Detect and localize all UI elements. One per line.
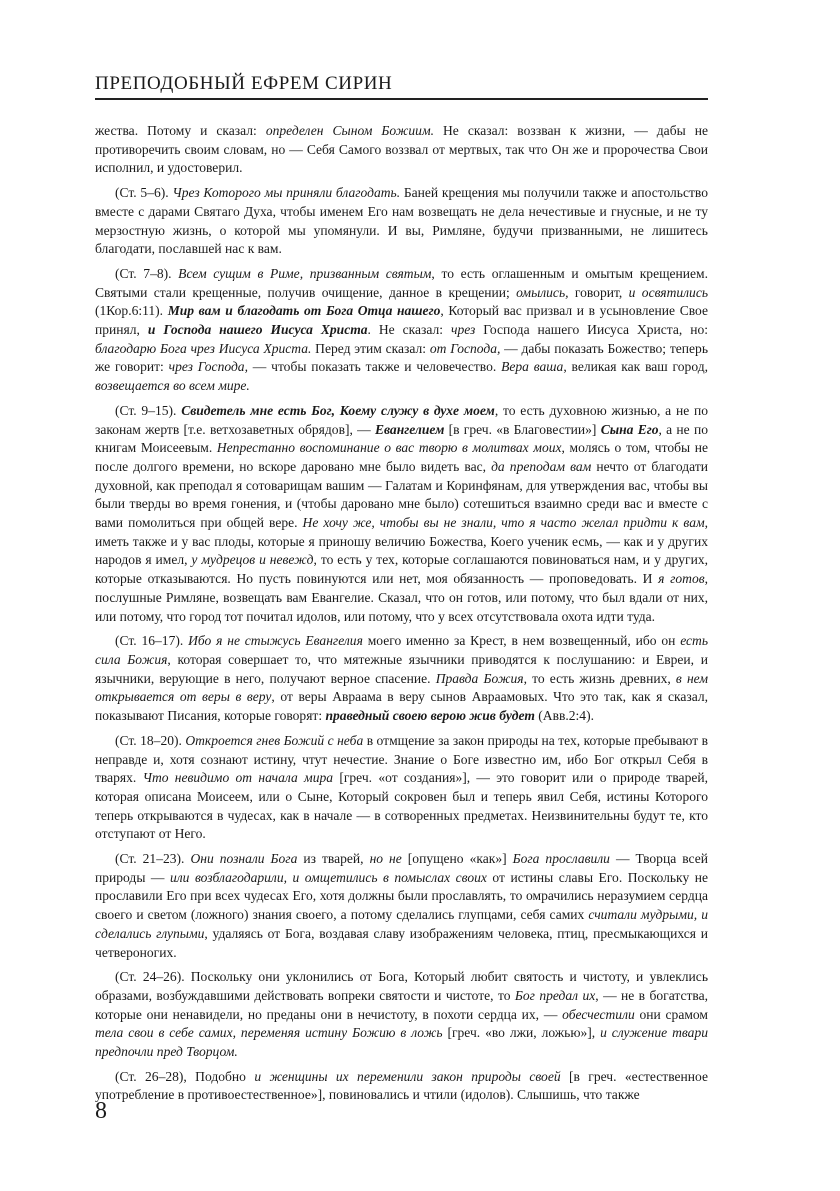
text-run: и освятились (628, 284, 708, 300)
text-run: от истины славы Его. Поскольку не прославили Его при всех чудесах Его, хотя должны были прославлять, то омрачились неразумием сердца своего и светом (ложного) знания своего, а потому сделались глупцами, себя самих (95, 869, 708, 923)
text-paragraph (95, 850, 708, 962)
text-run: обесчестили (562, 1006, 635, 1022)
main-text-column (95, 122, 708, 1111)
text-run: Бог предал их (514, 987, 596, 1003)
text-run: они срамом (634, 1006, 708, 1022)
text-run: но не (369, 851, 402, 867)
text-run: чрез Господа, (168, 359, 248, 375)
text-run: , великая как ваш город, (563, 359, 708, 375)
text-run: (Ст. 16–17). (115, 633, 189, 649)
text-run: (Авв.2:4). (534, 708, 594, 724)
text-run: [греч. «во лжи, ложью»], (442, 1025, 601, 1041)
text-run: и Господа нашего Иисуса Христа (147, 322, 368, 338)
text-run: Мир вам и благодать от Бога Отца нашего (167, 303, 441, 319)
page-header-title: ПРЕПОДОБНЫЙ ЕФРЕМ СИРИН (95, 73, 393, 94)
text-run: , — не в богатства, которые они ненавидели, но преданы они в нечистоту, в похоти сердца их, — (95, 987, 708, 1022)
text-run: [опущено «как»] (401, 851, 513, 867)
text-run: , от веры Авраама в веру сынов Авраамовых. Что это так, как я сказал, показывают Писания, которые говорят: (95, 689, 708, 724)
text-run: или возблагодарили, и омщетились в помыслах своих (170, 869, 487, 885)
text-paragraph (95, 968, 708, 1062)
text-run: Перед этим сказал: (311, 340, 430, 356)
text-run: Всем сущим в Риме, призванным святым (178, 265, 432, 281)
text-run: Чрез Которого мы приняли благодать. (172, 185, 401, 201)
text-run: Они познали Бога (190, 851, 298, 867)
text-run: Господа нашего Иисуса Христа, но: (475, 322, 708, 338)
text-run: Что невидимо от начала мира (142, 770, 334, 786)
text-run: , которая совершает то, что мятежные язычники приводятся к послушанию: и Евреи, и язычники, верующие в него, получают верное спасение. (95, 651, 708, 686)
text-run: в отмщение за закон природы на тех, которые пребывают в неправде и, хотя сознают истину, чтут нечестие. Знание о Боге известно им, ибо Бог открыл Себя в тварях. (95, 732, 708, 786)
text-paragraph (95, 732, 708, 844)
text-run: , то есть у тех, которые соглашаются повиноваться нам, и у других, которые отказываются. Но пусть повинуются или нет, моя обязанность — проповедовать. И (95, 552, 708, 587)
text-paragraph (95, 184, 708, 259)
text-run: возвещается во всем мире. (95, 378, 250, 394)
text-run: Непрестанно воспоминание о вас творю в молитвах моих (216, 440, 562, 456)
text-run: говорит, (568, 284, 629, 300)
text-run: Бога прославили (512, 851, 610, 867)
text-run: . Не сказал: (367, 322, 451, 338)
text-run: Свидетель мне есть Бог, Коему служу в духе моем (181, 402, 495, 418)
text-run: , молясь о том, чтобы не после долгого времени, но вскоре даровано мне было видеть вас, (95, 440, 709, 474)
text-paragraph (95, 402, 708, 626)
text-run: (1Кор.6:11). (95, 303, 168, 319)
text-run: из тварей, (297, 851, 370, 867)
text-paragraph (95, 265, 708, 396)
text-run: и служение твари предпочли пред Творцом. (95, 1025, 708, 1060)
text-run: Не хочу же, чтобы вы не знали, что я часто желал придти к вам (302, 515, 705, 531)
text-run: , Который вас призвал и в усыновление Свое принял, (95, 303, 708, 338)
text-run: чрез (450, 322, 476, 338)
text-run: Не сказал: воззван к жизни, — дабы не противоречить своим словам, но — Себя Самого воззвал от мертвых, так что Он же и пророчества Свои исполнил, и удостоверил. (95, 123, 708, 176)
text-run: (Ст. 9–15). (115, 402, 182, 418)
text-run: омылись, (516, 284, 569, 300)
text-paragraph (95, 1068, 708, 1105)
text-run: , иметь также и у вас плоды, которые я приношу величию Божества, Коего ученик есмь, — как и у других народов я имел, (95, 515, 709, 568)
page-number: 8 (95, 1098, 107, 1124)
text-run: Сына Его (600, 421, 659, 437)
text-run: праведный своею верою жив будет (325, 708, 535, 724)
text-run: моего именно за Крест, в нем возвещенный, ибо он (362, 633, 681, 649)
text-run: (Ст. 24–26). Поскольку они уклонились от Бога, Который любит святость и чистоту, и увлеклись образами, возбуждавшими действовать вопреки святости и чистоте, то (95, 969, 708, 1003)
text-run: , послушные Римляне, возвещать вам Евангелие. Сказал, что он готов, или потому, что был вдали от них, или потому, что город тот почитал идолов, или потому, что у всех отсутствовала охота идти туда. (95, 571, 708, 624)
text-run: — Творца всей природы — (95, 851, 708, 885)
text-run: жества. Потому и сказал: (95, 123, 266, 138)
text-run: есть сила Божия (95, 633, 708, 667)
text-run: Евангелием (374, 421, 445, 437)
text-run: (Ст. 7–8). (115, 265, 179, 281)
text-run: Баней крещения мы получили также и апостольство вместе с дарами Святаго Духа, чтобы именем Его нам возвещать не дела нечестивые и гнусные, и не ту мерзостную жизнь, о которой мы упомянули. И вы, Римляне, будучи призванными, не лишитесь благодати, пославшей нас к вам. (95, 185, 708, 257)
text-paragraph (95, 632, 708, 726)
text-run: тела свои в себе самих, переменяя истину Божию в ложь (95, 1025, 443, 1041)
text-run: — дабы показать Божество; теперь же говорит: (95, 340, 708, 375)
text-run: в нем открывается от веры в веру (95, 670, 708, 705)
text-run: [в греч. «естественное употребление в противоестественное»], повиновались и чтили (идолов). Слышишь, что также (95, 1068, 708, 1103)
text-run: , а не по книгам Моисеевым. (95, 421, 708, 456)
text-paragraph (95, 122, 708, 178)
text-run: благодарю Бога чрез Иисуса Христа. (95, 340, 312, 356)
text-run: Правда Божия (435, 670, 524, 686)
text-run: (Ст. 26–28), Подобно (115, 1068, 255, 1084)
text-run: Ибо я не стыжусь Евангелия (188, 633, 363, 649)
text-run: я готов (658, 571, 705, 587)
text-run: [в греч. «в Благовестии»] (444, 421, 601, 437)
text-run: , удаляясь от Бога, воздавая славу изображениям человека, птиц, пресмыкающихся и четвероногих. (95, 925, 708, 960)
text-run: определен Сыном Божиим. (265, 123, 434, 138)
text-run: считали мудрыми, и сделались глупыми (95, 907, 708, 941)
text-run: нечто от благодати духовной, как преподал я сотоварищам вашим — Галатам и Коринфянам, для утверждения вас, чтобы вы были тверды во время гонения, и (чтобы даровано мне было) сотешиться взаимно среди вас и вместе с вами помолиться при общей вере. (95, 458, 708, 531)
text-run: , то есть духовною жизнью, а не по законам жертв [т.е. ветхозаветных обрядов], — (95, 402, 708, 437)
text-run: , то есть оглашенным и омытым крещением. Святыми стали крещенные, получив очищение, данное в крещении; (95, 265, 708, 300)
text-run: у мудрецов и невежд (191, 552, 314, 568)
text-run: (Ст. 21–23). (115, 851, 191, 867)
text-run: Вера ваша (501, 359, 564, 375)
text-run: и женщины их переменили закон природы своей (254, 1068, 561, 1084)
text-run: (Ст. 18–20). (115, 732, 186, 748)
text-run: , то есть жизнь древних, (523, 670, 676, 686)
text-run: от Господа, (429, 340, 501, 356)
text-run: — чтобы показать также и человечество. (247, 359, 502, 375)
header-divider (95, 98, 708, 100)
text-run: [греч. «от создания»], — это говорит или о природе тварей, которая описана Моисеем, или о Сыне, Который сокровен был и теперь явил Себя, истины Которого теперь открываются в чудесах, как в начале — в сотворенных предметах. Неизвинительны будут те, кто отступают от Него. (95, 770, 708, 842)
text-run: да преподам вам (491, 458, 592, 474)
text-run: (Ст. 5–6). (115, 185, 173, 201)
text-run: Откроется гнев Божий с неба (185, 732, 364, 748)
